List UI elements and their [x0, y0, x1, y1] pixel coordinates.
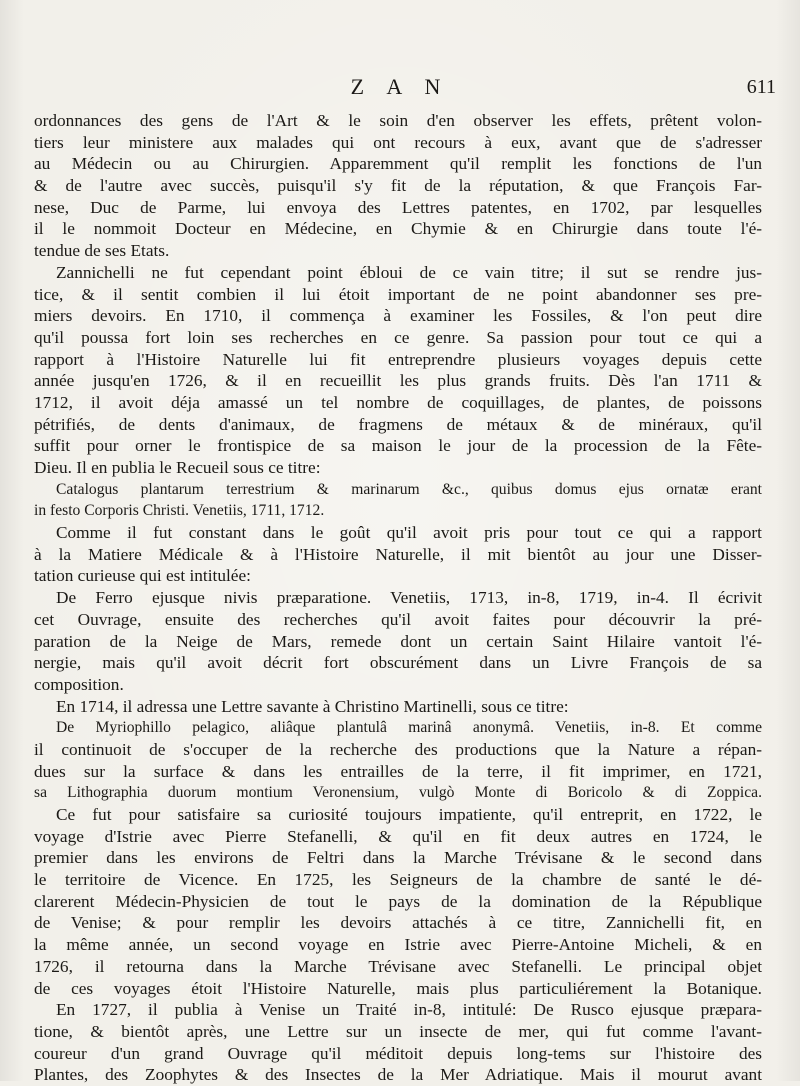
text-line: sa Lithographia duorum montium Veronensium, vulgò Monte di Boricolo & di Zoppica. — [34, 784, 762, 802]
text-line: De Myriophillo pelagico, aliâque plantulâ marinâ anonymâ. Venetiis, in-8. Et comme — [56, 719, 762, 737]
text-line: voyage d'Istrie avec Pierre Stefanelli, & qu'il en fit deux autres en 1724, le — [34, 826, 762, 846]
text-line: année jusqu'en 1726, & il en recueillit les plus grands fruits. Dès l'an 1711 & — [34, 371, 762, 391]
text-line: tiers leur ministere aux malades qui ont recours à eux, avant que de s'adresser — [34, 132, 762, 152]
page-header — [0, 74, 800, 102]
text-line: nese, Duc de Parme, lui envoya des Lettres patentes, en 1702, par lesquelles — [34, 197, 762, 217]
text-line: composition. — [34, 674, 124, 694]
text-line: ordonnances des gens de l'Art & le soin d'en observer les effets, prêtent volon- — [34, 111, 762, 130]
text-line: suffit pour orner le frontispice de sa maison le jour de la procession de la Fête- — [34, 436, 762, 456]
text-line: il le nommoit Docteur en Médecine, en Chymie & en Chirurgie dans toute l'é- — [34, 219, 762, 239]
text-line: de Venise; & pour remplir les devoirs attachés à ce titre, Zannichelli fit, en — [34, 913, 762, 933]
text-line: miers devoirs. En 1710, il commença à examiner les Fossiles, & l'on peut dire — [34, 306, 762, 326]
text-line: in festo Corporis Christi. Venetiis, 1711, 1712. — [34, 502, 325, 520]
text-line: coureur d'un grand Ouvrage qu'il méditoit depuis long-tems sur l'histoire des — [34, 1043, 762, 1063]
text-line: de ces voyages étoit l'Histoire Naturelle, mais plus particuliérement la Botanique. — [34, 978, 762, 998]
text-line: Ce fut pour satisfaire sa curiosité toujours impatiente, qu'il entreprit, en 1722, le — [56, 805, 762, 824]
running-head: Z A N — [350, 74, 450, 99]
text-line: Dieu. Il en publia le Recueil sous ce titre: — [34, 458, 321, 477]
text-line: En 1727, il publia à Venise un Traité in-8, intitulé: De Rusco ejusque præpara- — [56, 1000, 762, 1020]
text-line: 1712, il avoit déja amassé un tel nombre de coquillages, de plantes, de poissons — [34, 392, 762, 412]
text-line: Plantes, des Zoophytes & des Insectes de la Mer Adriatique. Mais il mourut avant — [34, 1065, 762, 1085]
text-line: dues sur la surface & dans les entrailles de la terre, il fit imprimer, en 1721, — [34, 761, 762, 781]
text-line: clarerent Médecin-Physicien de tout le pays de la domination de la République — [34, 891, 762, 911]
text-line: paration de la Neige de Mars, remede dont un certain Saint Hilaire vantoit l'é- — [34, 631, 762, 651]
text-line: rapport à l'Histoire Naturelle lui fit entreprendre plusieurs voyages depuis cette — [34, 349, 762, 369]
text-line: Catalogus plantarum terrestrium & marinarum &c., quibus domus ejus ornatæ erant — [56, 480, 762, 498]
page-number: 611 — [746, 76, 776, 98]
body-text — [34, 110, 762, 1086]
text-line: tione, & bientôt après, une Lettre sur un insecte de mer, qui fut comme l'avant- — [34, 1021, 762, 1041]
text-line: qu'il poussa fort loin ses recherches en ce genre. Sa passion pour tout ce qui a — [34, 327, 762, 347]
text-line: il continuoit de s'occuper de la recherche des productions que la Nature a répan- — [34, 739, 762, 759]
text-line: cet Ouvrage, ensuite des recherches qu'il avoit faites pour découvrir la pré- — [34, 609, 762, 629]
text-line: tice, & il sentit combien il lui étoit important de ne point abandonner ses pre- — [34, 284, 762, 304]
text-line: En 1714, il adressa une Lettre savante à Christino Martinelli, sous ce titre: — [56, 696, 569, 716]
text-line: nergie, mais qu'il avoit décrit fort obscurément dans un Livre François de sa — [34, 653, 762, 673]
text-line: le territoire de Vicence. En 1725, les Seigneurs de la chambre de santé le dé- — [34, 870, 762, 890]
text-line: tation curieuse qui est intitulée: — [34, 566, 251, 586]
text-line: pétrifiés, de dents d'animaux, de fragmens de métaux & de minéraux, qu'il — [34, 414, 762, 434]
text-line: Zannichelli ne fut cependant point ébloui de ce vain titre; il sut se rendre jus- — [56, 262, 762, 282]
text-line: & de l'autre avec succès, puisqu'il s'y fit de la réputation, & que François Far- — [34, 176, 762, 196]
text-line: la même année, un second voyage en Istrie avec Pierre-Antoine Micheli, & en — [34, 935, 762, 955]
text-line: premier dans les environs de Feltri dans la Marche Trévisane & le second dans — [34, 848, 762, 868]
text-line: Comme il fut constant dans le goût qu'il avoit pris pour tout ce qui a rapport — [56, 523, 762, 543]
text-line: De Ferro ejusque nivis præparatione. Venetiis, 1713, in-8, 1719, in-4. Il écrivit — [56, 588, 762, 608]
text-line: tendue de ses Etats. — [34, 241, 170, 261]
text-line: 1726, il retourna dans la Marche Trévisane avec Stefanelli. Le principal objet — [34, 956, 762, 976]
text-line: au Médecin ou au Chirurgien. Apparemment qu'il remplit les fonctions de l'un — [34, 154, 762, 174]
text-line: à la Matiere Médicale & à l'Histoire Naturelle, il mit bientôt au jour une Disser- — [34, 544, 762, 564]
